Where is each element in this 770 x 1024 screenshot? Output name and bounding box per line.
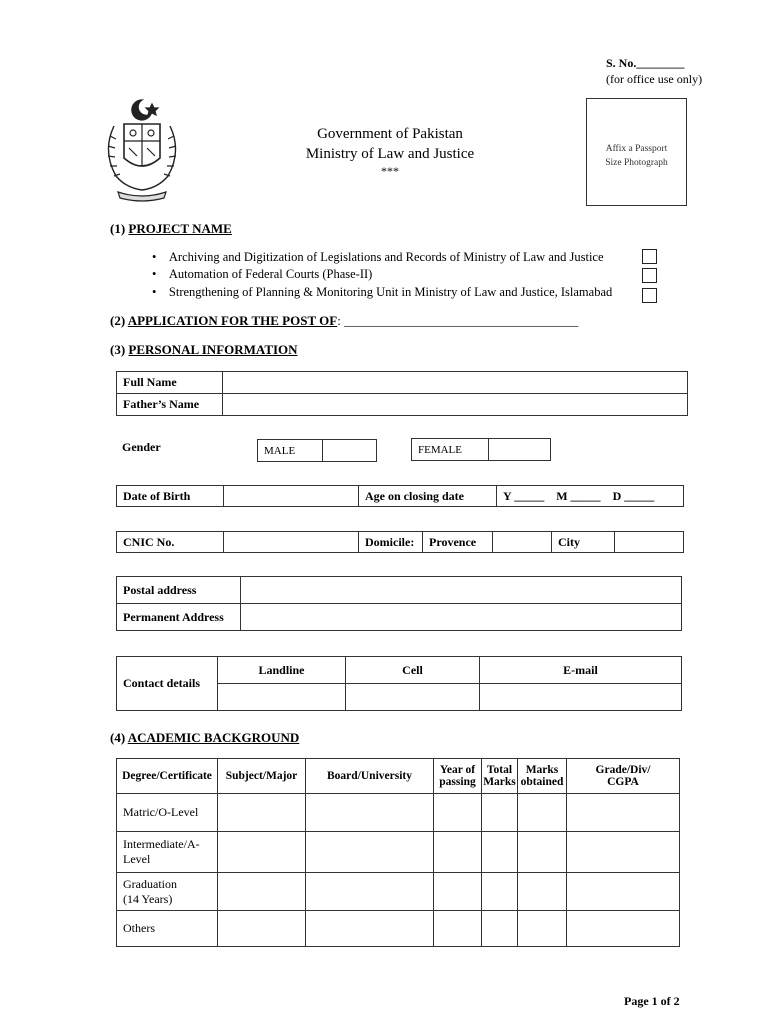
city-input[interactable] <box>615 532 684 553</box>
cell-input[interactable] <box>482 794 518 832</box>
col-total-2: Marks <box>483 776 516 788</box>
dob-label: Date of Birth <box>117 486 224 507</box>
header-government: Government of Pakistan <box>317 126 463 142</box>
col-degree: Degree/Certificate <box>117 759 218 794</box>
col-obtained <box>518 759 567 794</box>
male-checkbox[interactable] <box>323 440 377 462</box>
fathers-name-input[interactable] <box>223 394 688 416</box>
project-item-2-label: Automation of Federal Courts (Phase-II) <box>168 267 373 281</box>
cell-input[interactable] <box>518 911 567 947</box>
col-grade-2: CGPA <box>607 776 639 788</box>
row-intermediate-label <box>117 832 218 873</box>
permanent-address-input[interactable] <box>241 604 682 631</box>
email-label: E-mail <box>480 657 682 684</box>
row-intermediate-line2: Level <box>123 852 151 866</box>
col-total <box>482 759 518 794</box>
cell-input[interactable] <box>518 873 567 911</box>
cell-input[interactable] <box>218 911 306 947</box>
age-years[interactable]: Y _____ <box>503 488 545 503</box>
header-ministry: Ministry of Law and Justice <box>305 146 475 162</box>
contact-table <box>116 656 682 711</box>
col-year <box>434 759 482 794</box>
document-header <box>250 124 530 178</box>
state-emblem-graphic <box>96 96 188 206</box>
gender-male-option[interactable] <box>257 439 377 462</box>
cell-input[interactable] <box>518 794 567 832</box>
row-graduation-line1: Graduation <box>123 876 177 891</box>
cell-input[interactable] <box>482 832 518 873</box>
header-stars: *** <box>381 164 399 178</box>
photo-box[interactable] <box>586 98 687 206</box>
landline-label: Landline <box>218 657 346 684</box>
col-grade <box>567 759 680 794</box>
cell-input[interactable] <box>346 684 480 711</box>
provence-label: Provence <box>423 532 493 553</box>
project-item-1-label: Archiving and Digitization of Legislations and Records of Ministry of Law and Justice <box>168 250 604 264</box>
dob-input[interactable] <box>224 486 359 507</box>
section3-number: (3) <box>110 342 126 357</box>
cell-input[interactable] <box>306 794 434 832</box>
cnic-label: CNIC No. <box>117 532 224 553</box>
cell-input[interactable] <box>434 911 482 947</box>
col-obtained-2: obtained <box>520 776 564 788</box>
col-grade-1: Grade/Div/ <box>595 764 651 776</box>
postal-address-label: Postal address <box>117 577 241 604</box>
full-name-label: Full Name <box>117 372 223 394</box>
age-months[interactable]: M _____ <box>556 488 601 503</box>
gender-label: Gender <box>122 440 161 454</box>
cell-input[interactable] <box>567 794 680 832</box>
row-intermediate-line1: Intermediate/A- <box>123 837 200 851</box>
state-emblem <box>96 96 188 206</box>
section1-heading <box>110 221 232 237</box>
project-item-3-label: Strengthening of Planning & Monitoring Unit in Ministry of Law and Justice, Islamabad <box>168 285 613 299</box>
section4-heading <box>110 730 299 746</box>
age-label: Age on closing date <box>359 486 497 507</box>
cell-input[interactable] <box>434 873 482 911</box>
cell-input[interactable] <box>306 832 434 873</box>
cell-input[interactable] <box>218 794 306 832</box>
section1-title: PROJECT NAME <box>128 221 232 236</box>
project-checkbox-2[interactable] <box>642 268 657 283</box>
male-label: MALE <box>258 440 323 462</box>
cell-input[interactable] <box>434 832 482 873</box>
cell-input[interactable] <box>567 873 680 911</box>
post-applied-field[interactable]: : ____________________________________ <box>337 313 579 328</box>
table-row <box>117 794 680 832</box>
domicile-label: Domicile: <box>359 532 423 553</box>
section1-number: (1) <box>110 221 126 236</box>
col-board: Board/University <box>306 759 434 794</box>
fathers-name-label: Father’s Name <box>117 394 223 416</box>
col-obtained-1: Marks <box>525 764 559 776</box>
col-total-1: Total <box>486 764 513 776</box>
project-item-3: • Strengthening of Planning & Monitoring Unit in Ministry of Law and Justice, Islamabad <box>152 285 613 299</box>
age-ymd[interactable] <box>497 486 684 507</box>
section2-number: (2) <box>110 313 126 328</box>
serial-number: S. No.________ <box>606 56 685 70</box>
city-label: City <box>552 532 615 553</box>
project-item-2: • Automation of Federal Courts (Phase-II) <box>152 267 373 281</box>
cell-input[interactable] <box>434 794 482 832</box>
cell-input[interactable] <box>306 911 434 947</box>
cell-input[interactable] <box>218 832 306 873</box>
photo-text-line1: Affix a Passport <box>605 144 668 154</box>
page-number: Page 1 of 2 <box>624 994 680 1008</box>
full-name-input[interactable] <box>223 372 688 394</box>
dob-table <box>116 485 684 507</box>
cnic-input[interactable] <box>224 532 359 553</box>
col-subject: Subject/Major <box>218 759 306 794</box>
row-graduation-label <box>117 873 218 911</box>
col-year-2: passing <box>439 776 476 788</box>
female-checkbox[interactable] <box>489 439 551 461</box>
table-row <box>117 911 680 947</box>
section3-title: PERSONAL INFORMATION <box>128 342 298 357</box>
col-year-1: Year of <box>439 764 476 776</box>
cell-input[interactable] <box>306 873 434 911</box>
postal-address-input[interactable] <box>241 577 682 604</box>
cell-input[interactable] <box>218 873 306 911</box>
cell-input[interactable] <box>482 873 518 911</box>
section4-title: ACADEMIC BACKGROUND <box>127 730 300 745</box>
provence-input[interactable] <box>493 532 552 553</box>
section2-title: APPLICATION FOR THE POST OF <box>127 313 338 328</box>
cell-input[interactable] <box>482 911 518 947</box>
cell-label: Cell <box>346 657 480 684</box>
name-table <box>116 371 688 416</box>
permanent-address-label: Permanent Address <box>117 604 241 631</box>
photo-text-line2: Size Photograph <box>605 158 668 168</box>
academic-table <box>116 758 680 947</box>
office-use-note: (for office use only) <box>606 72 703 86</box>
address-table <box>116 576 682 631</box>
cell-input[interactable] <box>567 911 680 947</box>
row-graduation-line2: (14 Years) <box>123 891 173 906</box>
gender-female-option[interactable] <box>411 438 551 461</box>
row-matric-label: Matric/O-Level <box>117 794 218 832</box>
female-label: FEMALE <box>412 439 489 461</box>
landline-input[interactable] <box>218 684 346 711</box>
cnic-table <box>116 531 684 553</box>
row-others-label: Others <box>117 911 218 947</box>
email-input[interactable] <box>480 684 682 711</box>
section2-heading <box>110 313 578 329</box>
table-row <box>117 873 680 911</box>
section3-heading <box>110 342 298 358</box>
project-checkbox-1[interactable] <box>642 249 657 264</box>
cell-input[interactable] <box>518 832 567 873</box>
contact-details-label: Contact details <box>117 657 218 711</box>
project-item-1: • Archiving and Digitization of Legislations and Records of Ministry of Law and Justice <box>152 250 604 264</box>
project-checkbox-3[interactable] <box>642 288 657 303</box>
section4-number: (4) <box>110 730 126 745</box>
age-days[interactable]: D _____ <box>612 488 655 503</box>
cell-input[interactable] <box>567 832 680 873</box>
table-row <box>117 832 680 873</box>
